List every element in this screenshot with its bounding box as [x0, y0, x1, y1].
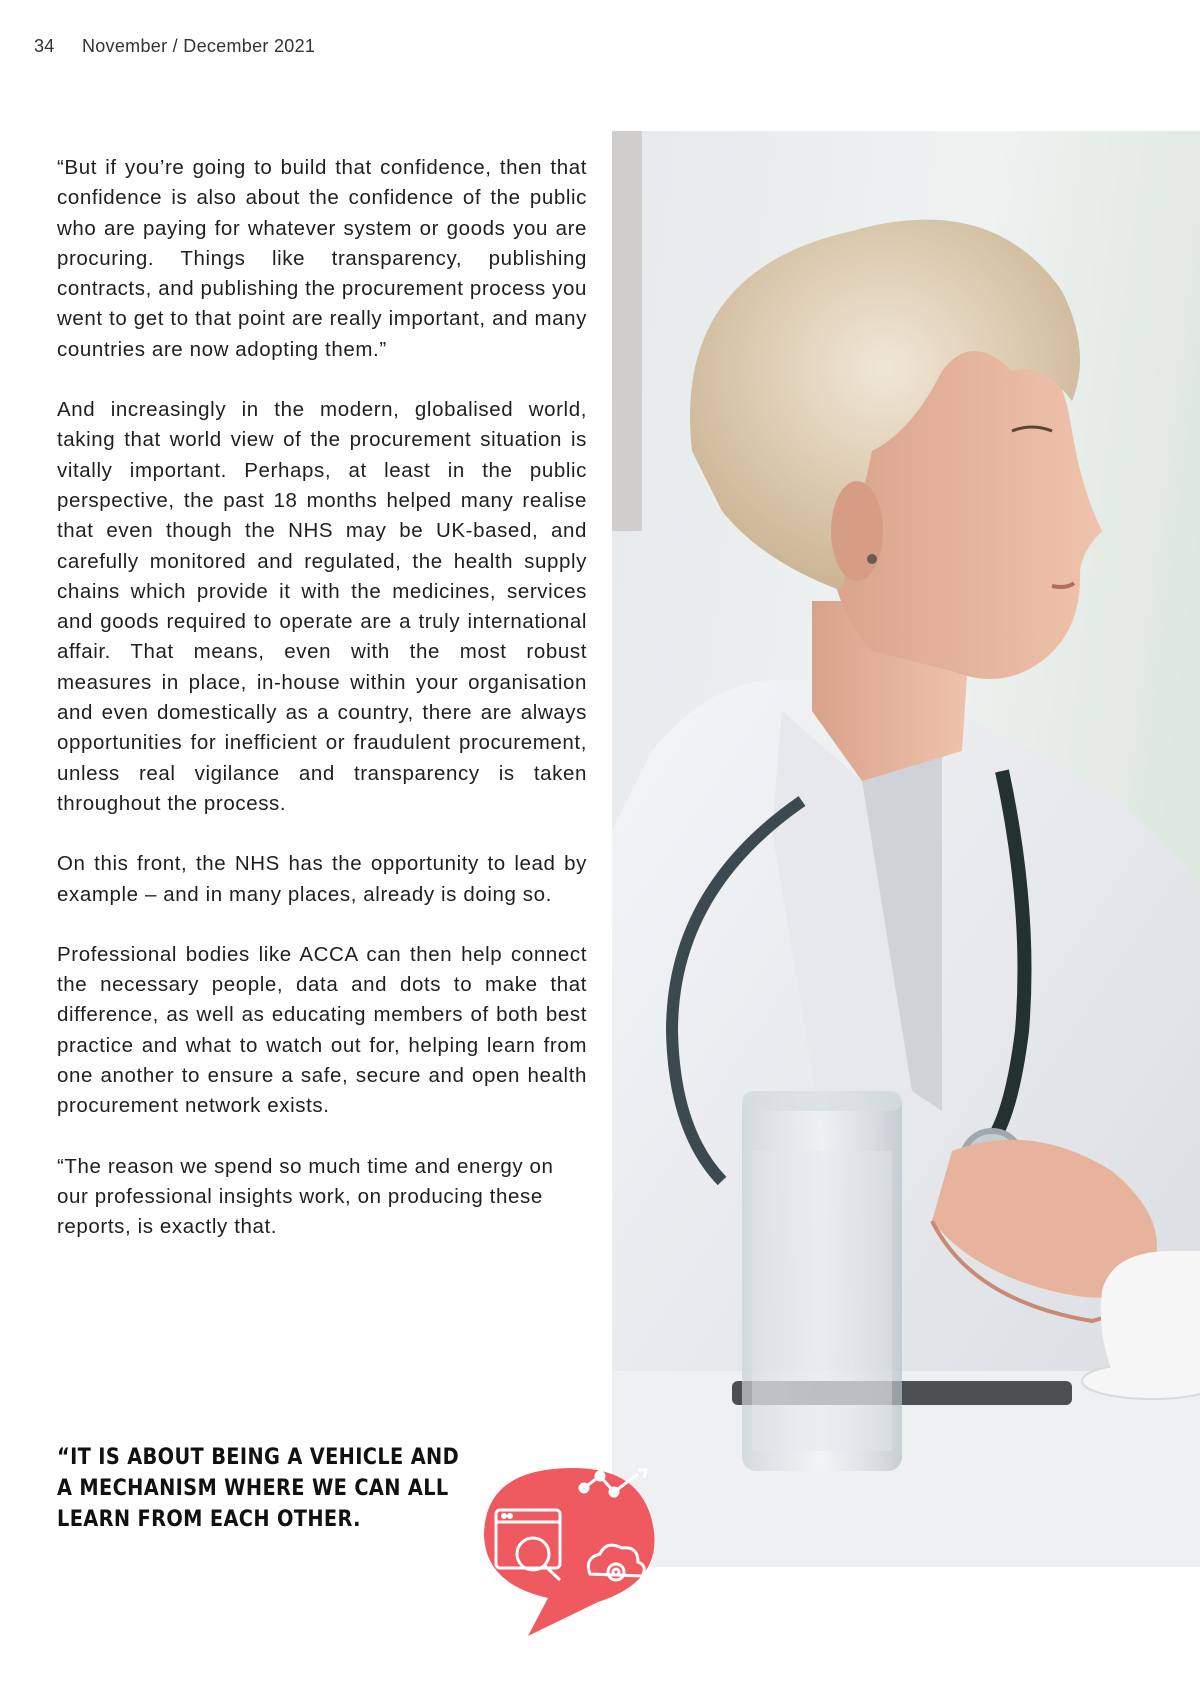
article-paragraph: And increasingly in the modern, globalised world, taking that world view of the procurement situation is vitally important. Perhaps, at least in the public perspective, the past 18 months helped many realise that even though the NHS may be UK-based, and carefully monitored and regulated, the health supply chains which provide it with the medicines, services and goods required to operate are a truly international affair. That means, even with the most robust measures in place, in-house within your organisation and even domestically as a country, there are always opportunities for inefficient or fraudulent procurement, unless real vigilance and transparency is taken throughout the process. — [57, 398, 587, 815]
article-paragraph: “The reason we spend so much time and energy on our professional insights work, on producing these reports, is exactly that. — [57, 1154, 554, 1239]
article-paragraph: Professional bodies like ACCA can then help connect the necessary people, data and dots to make that difference, as well as educating members of both best practice and what to watch out for, helping learn from one another to ensure a safe, secure and open health procurement network exists. — [57, 942, 587, 1118]
doctor-photo-icon — [612, 131, 1200, 1567]
article-paragraph: On this front, the NHS has the opportunity to lead by example – and in many places, already is doing so. — [57, 852, 587, 906]
speech-bubble-graphic — [478, 1462, 664, 1636]
page-header — [34, 36, 315, 57]
pull-quote: “IT IS ABOUT BEING A VEHICLE AND A MECHANISM WHERE WE CAN ALL LEARN FROM EACH OTHER. — [57, 1445, 460, 1532]
issue-date: November / December 2021 — [81, 36, 316, 56]
article-paragraph: “But if you’re going to build that confidence, then that confidence is also about the confidence of the public who are paying for whatever system or goods you are procuring. Things like transparency, publishing contracts, and publishing the procurement process you went to get to that point are really important, and many countries are now adopting them.” — [57, 156, 587, 361]
article-body — [57, 153, 587, 1273]
page-number: 34 — [34, 36, 55, 56]
